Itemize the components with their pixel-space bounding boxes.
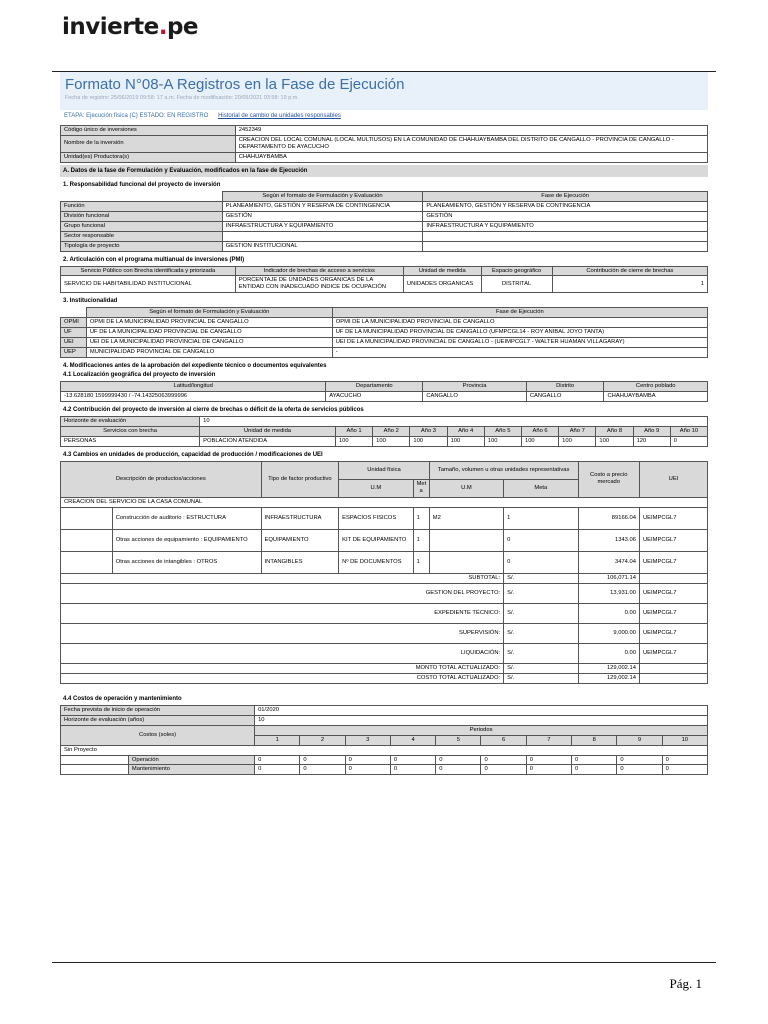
table-header-cell: 8 bbox=[572, 735, 617, 745]
table-cell: INTANGIBLES bbox=[261, 551, 339, 573]
table-cell: 129,002.14 bbox=[578, 663, 639, 673]
table-cell: 100 bbox=[521, 436, 558, 446]
table-cell: CHAHUAYBAMBA bbox=[235, 152, 707, 162]
table-header-cell: Año 10 bbox=[670, 427, 707, 437]
table-cell: 0 bbox=[662, 755, 707, 765]
table-cell: CANGALLO bbox=[423, 392, 527, 402]
table-cell bbox=[61, 529, 113, 551]
table-cell: CANGALLO bbox=[526, 392, 604, 402]
table-cell: S/. bbox=[504, 583, 578, 603]
table-header-cell: U.M bbox=[339, 479, 413, 497]
table-cell bbox=[61, 765, 129, 775]
table-cell: 0 bbox=[526, 765, 571, 775]
table-header-cell: Fase de Ejecución bbox=[332, 308, 707, 318]
historial-link[interactable]: Historial de cambio de unidades responsables bbox=[218, 113, 341, 119]
table-header-cell: Costos (soles) bbox=[61, 725, 255, 745]
status-line: ETAPA: Ejecución física (C) ESTADO: EN REGISTRO Historial de cambio de unidades responsables bbox=[64, 113, 341, 119]
table-cell: LIQUIDACIÓN: bbox=[61, 643, 504, 663]
table-cell bbox=[429, 529, 503, 551]
table-header-cell: Año 5 bbox=[484, 427, 521, 437]
table-cell: 0.00 bbox=[578, 603, 639, 623]
table-header-cell: U.M bbox=[429, 479, 503, 497]
table-cell bbox=[639, 663, 707, 673]
table-cell bbox=[639, 673, 707, 683]
table-header-cell: 9 bbox=[617, 735, 662, 745]
table-cell: 0.00 bbox=[578, 643, 639, 663]
s1-title: 1. Responsabilidad funcional del proyecto de inversión bbox=[63, 181, 221, 188]
table-cell: División funcional bbox=[61, 211, 223, 221]
table-cell: Horizonte de evaluación bbox=[61, 417, 200, 427]
table-cell: 1 bbox=[504, 507, 578, 529]
table-cell: UEP bbox=[61, 348, 87, 358]
table-header-cell: Latitud/longitud bbox=[61, 382, 326, 392]
table-cell: S/. bbox=[504, 663, 578, 673]
table-cell: 100 bbox=[596, 436, 633, 446]
group-row: CREACION DEL SERVICIO DE LA CASA COMUNAL bbox=[61, 497, 708, 507]
table-cell: 0 bbox=[670, 436, 707, 446]
table-header-cell: Unidad física bbox=[339, 461, 430, 479]
table-cell: UEIMPCGL7 bbox=[639, 583, 707, 603]
table-cell: AYACUCHO bbox=[326, 392, 423, 402]
table-cell: 0 bbox=[572, 765, 617, 775]
table-cell bbox=[222, 231, 423, 241]
table-cell: 0 bbox=[436, 755, 481, 765]
table-cell: CREACION DEL LOCAL COMUNAL (LOCAL MULTIUSOS) EN LA COMUNIDAD DE CHAHUAYBAMBA DEL DISTRITO DE CANGALLO - PROVINCIA DE CANGALLO - DEPARTAMENTO DE AYACUCHO bbox=[235, 135, 707, 152]
table-cell: M2 bbox=[429, 507, 503, 529]
table-cell: 0 bbox=[526, 755, 571, 765]
table-cell: ESPACIOS FISICOS bbox=[339, 507, 413, 529]
section-a-title: A. Datos de la fase de Formulación y Evaluación, modificados en la fase de Ejecución bbox=[60, 165, 708, 177]
report-page bbox=[60, 72, 708, 775]
table-header-cell: Servicios con brecha bbox=[61, 427, 200, 437]
table-cell: Otras acciones de intangibles : OTROS bbox=[112, 551, 261, 573]
table-cell: 100 bbox=[447, 436, 484, 446]
table-cell: UNIDADES ORGANICAS bbox=[403, 276, 481, 293]
table-cell: 01/2020 bbox=[255, 705, 708, 715]
table-header-cell: 2 bbox=[300, 735, 345, 745]
table-cell: SERVICIO DE HABITABILIDAD INSTITUCIONAL bbox=[61, 276, 236, 293]
table-cell: 0 bbox=[617, 765, 662, 775]
table-cell: 89166.04 bbox=[578, 507, 639, 529]
table-cell: UEIMPCGL7 bbox=[639, 529, 707, 551]
table-cell: 0 bbox=[255, 765, 300, 775]
s41-title: 4.1 Localización geográfica del proyecto de inversión bbox=[63, 372, 216, 379]
table-cell: UEIMPCGL7 bbox=[639, 551, 707, 573]
table-header-cell: Año 6 bbox=[521, 427, 558, 437]
table-header-cell: 7 bbox=[526, 735, 571, 745]
table-cell: UEIMPCGL7 bbox=[639, 507, 707, 529]
table-cell: 0 bbox=[345, 755, 390, 765]
table-cell: 120 bbox=[633, 436, 670, 446]
table-header-cell: 6 bbox=[481, 735, 526, 745]
table-cell: EXPEDIENTE TÉCNICO: bbox=[61, 603, 504, 623]
operacion-table bbox=[60, 705, 708, 776]
table-cell: KIT DE EQUIPAMIENTO bbox=[339, 529, 413, 551]
table-cell: PLANEAMIENTO, GESTIÓN Y RESERVA DE CONTINGENCIA bbox=[423, 201, 708, 211]
table-cell: Sin Proyecto bbox=[61, 745, 708, 755]
table-cell: S/. bbox=[504, 623, 578, 643]
table-cell: 0 bbox=[300, 755, 345, 765]
table-cell bbox=[61, 755, 129, 765]
table-cell: 100 bbox=[410, 436, 447, 446]
table-cell: CHAHUAYBAMBA bbox=[604, 392, 708, 402]
table-cell: UF bbox=[61, 328, 87, 338]
table-cell: 0 bbox=[345, 765, 390, 775]
table-cell: 0 bbox=[436, 765, 481, 775]
report-header bbox=[60, 72, 708, 110]
invierte-logo: invierte.pe bbox=[62, 14, 199, 40]
table-cell: Fecha prevista de inicio de operación bbox=[61, 705, 255, 715]
table-cell: 1343.06 bbox=[578, 529, 639, 551]
table-header-cell: Según el formato de Formulación y Evaluación bbox=[86, 308, 332, 318]
table-header-cell: 4 bbox=[390, 735, 435, 745]
table-cell: GESTION INSTITUCIONAL bbox=[222, 241, 423, 251]
table-header-cell: Costo a precio mercado bbox=[578, 461, 639, 497]
s42-title: 4.2 Contribución del proyecto de inversión al cierre de brechas o déficit de la oferta de servicios públicos bbox=[63, 407, 364, 414]
table-header-cell: Año 9 bbox=[633, 427, 670, 437]
table-cell: OPMI DE LA MUNICIPALIDAD PROVINCIAL DE CANGALLO bbox=[86, 318, 332, 328]
table-header-cell: Espacio geográfico bbox=[481, 266, 552, 276]
table-cell: SUBTOTAL: bbox=[61, 573, 504, 583]
table-header-cell: Unidad de medida bbox=[403, 266, 481, 276]
s43-title: 4.3 Cambios en unidades de producción, capacidad de producción / modificaciones de UEI bbox=[63, 451, 323, 458]
table-header-cell: 3 bbox=[345, 735, 390, 745]
table-cell: GESTION DEL PROYECTO: bbox=[61, 583, 504, 603]
table-cell: SUPERVISIÓN: bbox=[61, 623, 504, 643]
table-cell: 1 bbox=[413, 529, 429, 551]
table-cell: 129,002.14 bbox=[578, 673, 639, 683]
s3-title: 3. Institucionalidad bbox=[63, 298, 118, 305]
table-header-cell: Año 7 bbox=[559, 427, 596, 437]
table-header-cell: Departamento bbox=[326, 382, 423, 392]
table-cell: 0 bbox=[504, 529, 578, 551]
table-cell: 10 bbox=[255, 715, 708, 725]
table-cell: - bbox=[332, 348, 707, 358]
produccion-table bbox=[60, 461, 708, 684]
table-cell: S/. bbox=[504, 643, 578, 663]
table-cell: 0 bbox=[481, 765, 526, 775]
table-cell: 100 bbox=[373, 436, 410, 446]
table-cell: S/. bbox=[504, 573, 578, 583]
table-header-cell: Tamaño, volumen u otras unidades representativas bbox=[429, 461, 578, 479]
table-cell: MUNICIPALIDAD PROVINCIAL DE CANGALLO bbox=[86, 348, 332, 358]
table-cell: OPMI bbox=[61, 318, 87, 328]
table-header-cell: UEI bbox=[639, 461, 707, 497]
table-cell: 0 bbox=[390, 765, 435, 775]
table-cell: 0 bbox=[572, 755, 617, 765]
table-cell: -13.628180 1599999430 / -74.14325063999996 bbox=[61, 392, 326, 402]
table-header-cell: Provincia bbox=[423, 382, 527, 392]
table-cell: Construcción de auditorio : ESTRUCTURA bbox=[112, 507, 261, 529]
table-cell: 0 bbox=[300, 765, 345, 775]
table-cell bbox=[61, 308, 87, 318]
page-number: Pág. 1 bbox=[669, 976, 702, 991]
table-cell: INFRAESTRUCTURA Y EQUIPAMIENTO bbox=[423, 221, 708, 231]
table-cell: Código único de inversiones bbox=[61, 126, 236, 136]
table-cell: GESTIÓN bbox=[423, 211, 708, 221]
table-cell: UEI DE LA MUNICIPALIDAD PROVINCIAL DE CANGALLO bbox=[86, 338, 332, 348]
table-cell: 1 bbox=[413, 507, 429, 529]
table-cell: PLANEAMIENTO, GESTIÓN Y RESERVA DE CONTINGENCIA bbox=[222, 201, 423, 211]
table-cell: 0 bbox=[662, 765, 707, 775]
table-cell bbox=[423, 231, 708, 241]
table-header-cell: Año 2 bbox=[373, 427, 410, 437]
table-header-cell: 10 bbox=[662, 735, 707, 745]
table-cell: EQUIPAMIENTO bbox=[261, 529, 339, 551]
table-cell: Mantenimiento bbox=[128, 765, 254, 775]
table-cell: UEI bbox=[61, 338, 87, 348]
table-header-cell: 1 bbox=[255, 735, 300, 745]
pmi-table bbox=[60, 266, 708, 294]
table-cell: 0 bbox=[617, 755, 662, 765]
table-cell: 1 bbox=[552, 276, 707, 293]
institucionalidad-table bbox=[60, 307, 708, 358]
table-cell bbox=[61, 507, 113, 529]
table-cell: 3474.04 bbox=[578, 551, 639, 573]
table-cell: INFRAESTRUCTURA Y EQUIPAMIENTO bbox=[222, 221, 423, 231]
table-cell: Sector responsable bbox=[61, 231, 223, 241]
table-cell bbox=[61, 551, 113, 573]
table-cell: Otras acciones de equipamiento : EQUIPAMIENTO bbox=[112, 529, 261, 551]
responsabilidad-table bbox=[60, 191, 708, 252]
table-header-cell: Fase de Ejecución bbox=[423, 191, 708, 201]
table-cell: 10 bbox=[200, 417, 708, 427]
table-cell: GESTIÓN bbox=[222, 211, 423, 221]
table-cell: Nombre de la inversión bbox=[61, 135, 236, 152]
table-cell: MONTO TOTAL ACTUALIZADO: bbox=[61, 663, 504, 673]
table-header-cell: Met a bbox=[413, 479, 429, 497]
brechas-table bbox=[60, 416, 708, 447]
table-header-cell: Según el formato de Formulación y Evaluación bbox=[222, 191, 423, 201]
table-cell: Unidad(es) Productora(s) bbox=[61, 152, 236, 162]
table-header-cell: Año 1 bbox=[335, 427, 372, 437]
table-cell: Tipología de proyecto bbox=[61, 241, 223, 251]
table-cell: 0 bbox=[390, 755, 435, 765]
table-cell: UEIMPCGL7 bbox=[639, 623, 707, 643]
table-cell: UEIMPCGL7 bbox=[639, 643, 707, 663]
table-cell: S/. bbox=[504, 673, 578, 683]
table-cell: 106,071.14 bbox=[578, 573, 639, 583]
table-cell: COSTO TOTAL ACTUALIZADO: bbox=[61, 673, 504, 683]
table-header-cell: 5 bbox=[436, 735, 481, 745]
localizacion-table bbox=[60, 381, 708, 402]
table-cell: UEI DE LA MUNICIPALIDAD PROVINCIAL DE CANGALLO - (UEIMPCGL7 - WALTER HUAMAN VILLAGARAY) bbox=[332, 338, 707, 348]
table-header-cell: Centro poblado bbox=[604, 382, 708, 392]
table-cell: UEIMPCGL7 bbox=[639, 603, 707, 623]
table-cell bbox=[639, 573, 707, 583]
table-cell: 13,931.00 bbox=[578, 583, 639, 603]
table-cell: 0 bbox=[481, 755, 526, 765]
table-cell: Nº DE DOCUMENTOS bbox=[339, 551, 413, 573]
table-cell: Grupo funcional bbox=[61, 221, 223, 231]
table-header-cell: Meta bbox=[504, 479, 578, 497]
record-dates: Fecha de registro: 25/06/2019 09:58: 17 a.m. Fecha de modificación: 20/09/2021 03:58: 19 p.m. bbox=[65, 95, 299, 101]
table-header-cell: Contribución de cierre de brechas bbox=[552, 266, 707, 276]
table-cell: 1 bbox=[413, 551, 429, 573]
table-cell: DISTRITAL bbox=[481, 276, 552, 293]
table-cell: 100 bbox=[335, 436, 372, 446]
table-header-cell: Indicador de brechas de acceso a servicios bbox=[235, 266, 403, 276]
table-cell: 0 bbox=[255, 755, 300, 765]
s44-title: 4.4 Costos de operación y mantenimiento bbox=[63, 695, 182, 702]
table-cell: POBLACION ATENDIDA bbox=[200, 436, 336, 446]
table-cell: UF DE LA MUNICIPALIDAD PROVINCIAL DE CANGALLO bbox=[86, 328, 332, 338]
table-cell bbox=[61, 191, 223, 201]
ident-table bbox=[60, 125, 708, 163]
table-header-cell: Año 3 bbox=[410, 427, 447, 437]
table-header-cell: Distrito bbox=[526, 382, 604, 392]
table-cell: INFRAESTRUCTURA bbox=[261, 507, 339, 529]
table-cell: OPMI DE LA MUNICIPALIDAD PROVINCIAL DE CANGALLO bbox=[332, 318, 707, 328]
page-title: Formato N°08-A Registros en la Fase de Ejecución bbox=[65, 76, 405, 93]
table-cell: 100 bbox=[484, 436, 521, 446]
table-header-cell: Servicio Público con Brecha identificada y priorizada bbox=[61, 266, 236, 276]
s2-title: 2. Articulación con el programa multianual de inversiones (PMI) bbox=[63, 256, 245, 263]
table-cell: Horizonte de evaluación (años) bbox=[61, 715, 255, 725]
table-cell: 0 bbox=[504, 551, 578, 573]
bottom-rule bbox=[52, 962, 716, 963]
table-cell: Función bbox=[61, 201, 223, 211]
table-cell: Operación bbox=[128, 755, 254, 765]
table-cell: 2452349 bbox=[235, 126, 707, 136]
table-cell: UF DE LA MUNICIPALIDAD PROVINCIAL DE CANGALLO (UFMPCGL14 - ROY ANIBAL JOYO TANTA) bbox=[332, 328, 707, 338]
table-cell: 100 bbox=[559, 436, 596, 446]
table-header-cell: Año 8 bbox=[596, 427, 633, 437]
table-header-cell: Descripción de productos/acciones bbox=[61, 461, 262, 497]
s4-title: 4. Modificaciones antes de la aprobación del expediente técnico o documentos equivalentes bbox=[63, 363, 327, 370]
table-header-cell: Unidad de medida bbox=[200, 427, 336, 437]
table-cell bbox=[423, 241, 708, 251]
table-header-cell: Tipo de factor productivo bbox=[261, 461, 339, 497]
table-header-cell: Año 4 bbox=[447, 427, 484, 437]
table-cell: 9,000.00 bbox=[578, 623, 639, 643]
table-cell: PERSONAS bbox=[61, 436, 200, 446]
table-cell bbox=[429, 551, 503, 573]
table-cell: S/. bbox=[504, 603, 578, 623]
table-cell: PORCENTAJE DE UNIDADES ORGANICAS DE LA ENTIDAD CON INADECUADO INDICE DE OCUPACIÓN bbox=[235, 276, 403, 293]
table-header-cell: Periodos bbox=[255, 725, 708, 735]
